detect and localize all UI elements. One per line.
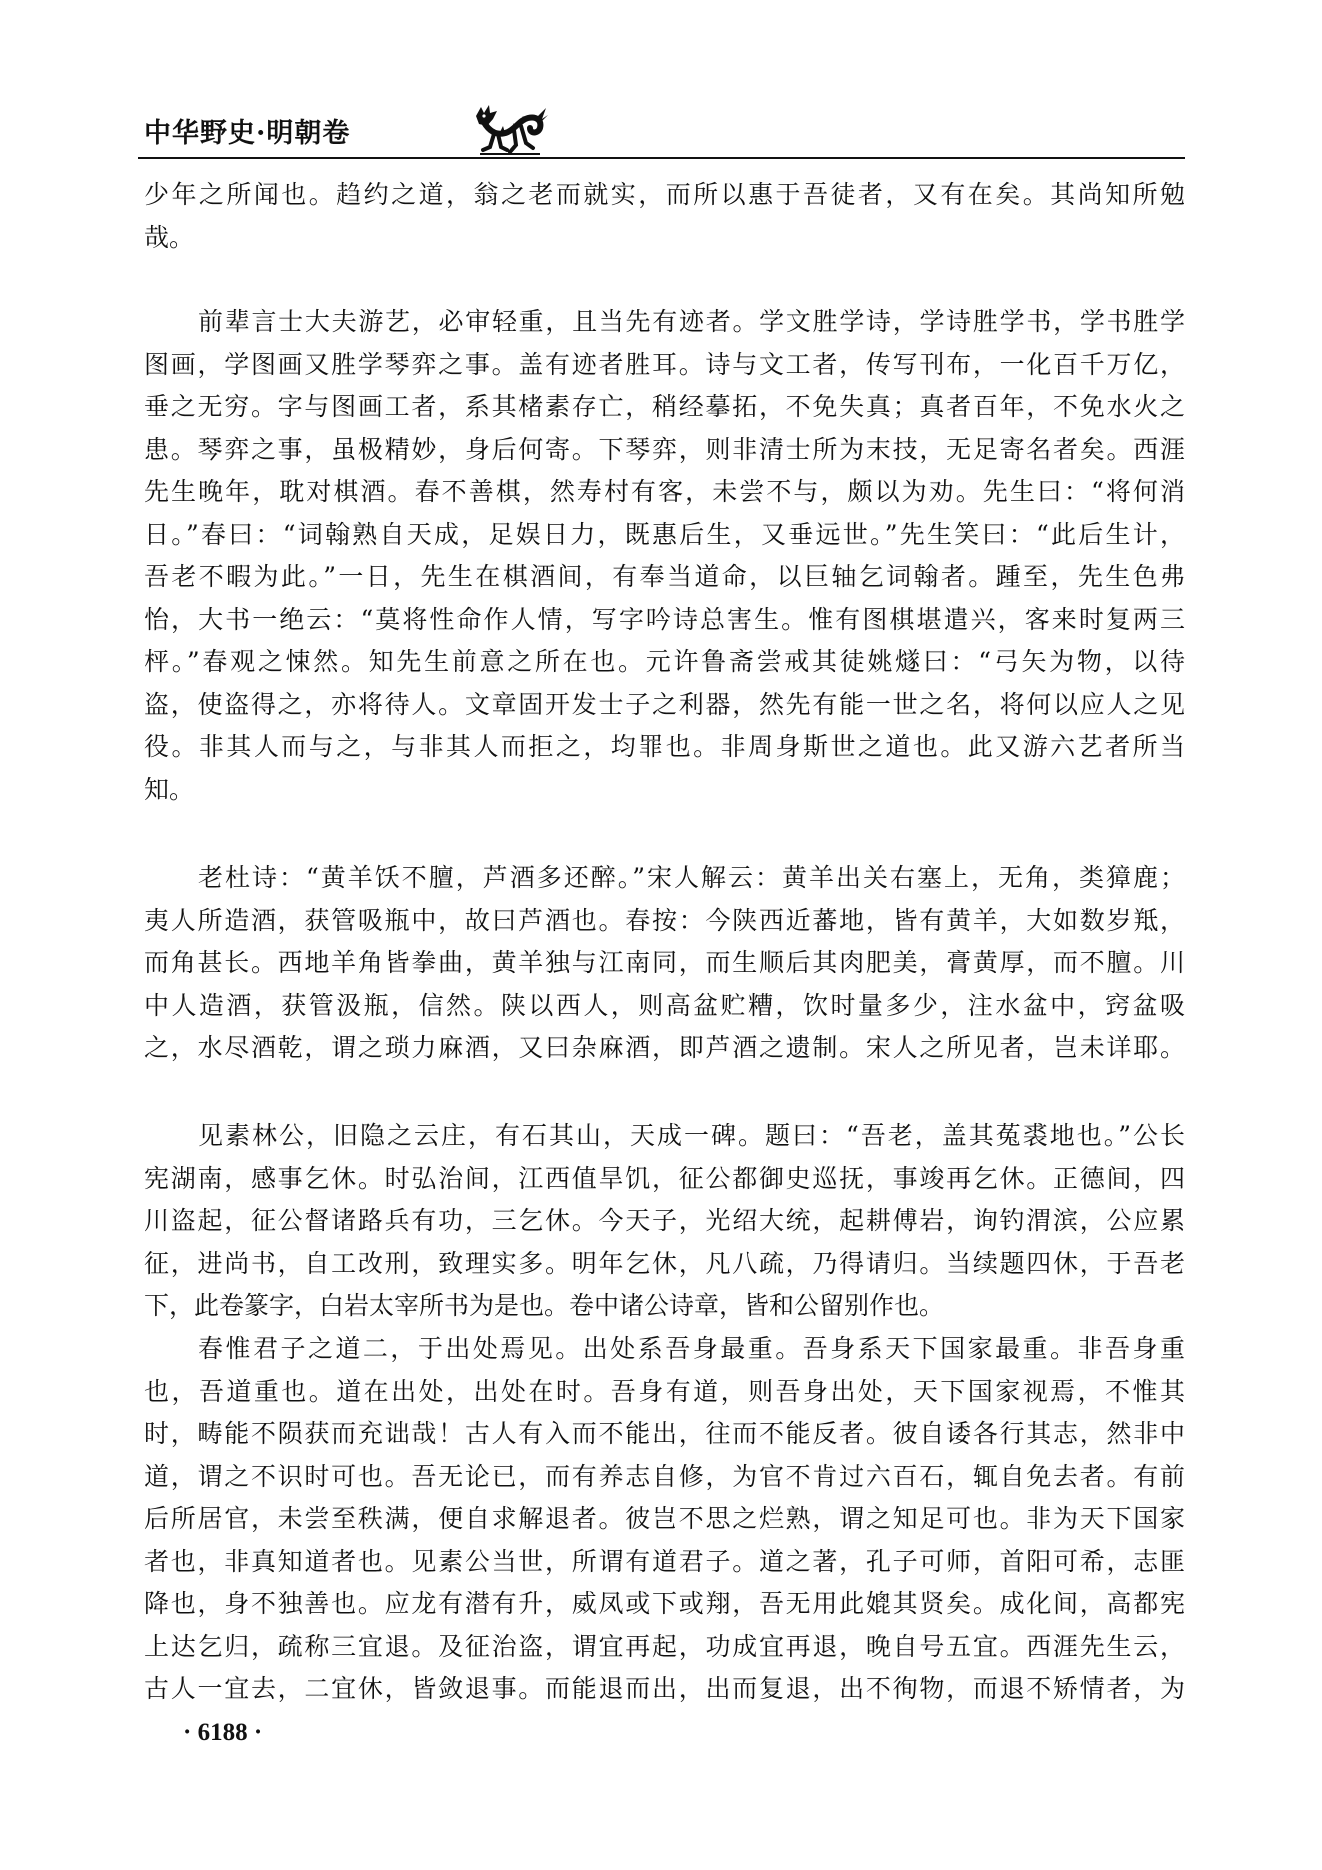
page-number: · 6188 · <box>183 1719 263 1746</box>
text-line: 者也，非真知道者也。见素公当世，所谓有道君子。道之著，孔子可师，首阳可希，志匪 <box>144 1546 1185 1576</box>
text-line: 川盗起，征公督诸路兵有功，三乞休。今天子，光绍大统，起耕傅岩，询钓渭滨，公应累 <box>144 1206 1185 1235</box>
dragon-emblem-icon <box>470 102 550 158</box>
text-line: 时，畴能不陨获而充诎哉！古人有入而不能出，往而不能反者。彼自诿各行其志，然非中 <box>144 1419 1185 1448</box>
text-line: 吾老不暇为此。”一日，先生在棋酒间，有奉当道命，以巨轴乞词翰者。踵至，先生色弗 <box>144 562 1185 591</box>
text-line: 先生晚年，耽对棋酒。春不善棋，然寿村有客，未尝不与，颇以为劝。先生曰：“将何消 <box>144 477 1185 506</box>
text-line: 古人一宜去，二宜休，皆敛退事。而能退而出，出而复退，出不徇物，而退不矫情者，为 <box>144 1674 1185 1703</box>
text-line: 前辈言士大夫游艺，必审轻重，且当先有迹者。学文胜学诗，学诗胜学书，学书胜学 <box>198 307 1185 336</box>
text-line: 中人造酒，获管汲瓶，信然。陕以西人，则高盆贮糟，饮时量多少，注水盆中，窍盆吸 <box>144 990 1185 1020</box>
text-line: 枰。”春观之悚然。知先生前意之所在也。元许鲁斋尝戒其徒姚燧曰：“弓矢为物，以待 <box>144 647 1185 676</box>
text-line: 道，谓之不识时可也。吾无论已，而有养志自修，为官不肯过六百石，辄自免去者。有前 <box>144 1461 1185 1491</box>
paragraph <box>144 857 1185 1070</box>
text-line: 征，进尚书，自工改刑，致理实多。明年乞休，凡八疏，乃得请归。当续题四休，于吾老 <box>144 1248 1185 1278</box>
text-line: 上达乞归，疏称三宜退。及征治盗，谓宜再起，功成宜再退，晚自号五宜。西涯先生云， <box>144 1631 1185 1661</box>
text-line: 见素林公，旧隐之云庄，有石其山，天成一碑。题曰：“吾老，盖其菟裘地也。”公长 <box>198 1121 1185 1150</box>
running-header-title: 中华野史·明朝卷 <box>144 118 351 149</box>
text-line: 图画，学图画又胜学琴弈之事。盖有迹者胜耳。诗与文工者，传写刊布，一化百千万亿， <box>144 349 1185 379</box>
text-line: 后所居官，未尝至秩满，便自求解退者。彼岂不思之烂熟，谓之知足可也。非为天下国家 <box>144 1504 1185 1533</box>
text-line: 哉。 <box>144 222 195 252</box>
text-line: 而角甚长。西地羊角皆拳曲，黄羊独与江南同，而生顺后其肉肥美，膏黄厚，而不膻。川 <box>144 948 1185 977</box>
paragraph <box>144 1328 1185 1711</box>
text-line: 知。 <box>144 774 195 804</box>
text-line: 夷人所造酒，获管吸瓶中，故曰芦酒也。春按：今陕西近蕃地，皆有黄羊，大如数岁羝， <box>144 905 1185 935</box>
text-line: 下，此卷篆字，白岩太宰所书为是也。卷中诸公诗章，皆和公留别作也。 <box>144 1291 945 1320</box>
text-line: 少年之所闻也。趋约之道，翁之老而就实，而所以惠于吾徒者，又有在矣。其尚知所勉 <box>144 180 1185 209</box>
text-line: 也，吾道重也。道在出处，出处在时。吾身有道，则吾身出处，天下国家视焉，不惟其 <box>144 1376 1185 1406</box>
text-line: 之，水尽酒乾，谓之琐力麻酒，又曰杂麻酒，即芦酒之遗制。宋人之所见者，岂未详耶。 <box>144 1033 1185 1062</box>
text-line: 役。非其人而与之，与非其人而拒之，均罪也。非周身斯世之道也。此又游六艺者所当 <box>144 732 1185 761</box>
text-line: 老杜诗：“黄羊饫不膻，芦酒多还醉。”宋人解云：黄羊出关右塞上，无角，类獐鹿； <box>198 863 1185 892</box>
text-line: 降也，身不独善也。应龙有潜有升，威凤或下或翔，吾无用此媲其贤矣。成化间，高都宪 <box>144 1589 1185 1618</box>
paragraph <box>144 174 1185 259</box>
paragraph <box>144 1115 1185 1328</box>
text-line: 日。”春曰：“词翰熟自天成，足娱日力，既惠后生，又垂远世。”先生笑曰：“此后生计， <box>144 519 1185 549</box>
text-line: 宪湖南，感事乞休。时弘治间，江西值旱饥，征公都御史巡抚，事竣再乞休。正德间，四 <box>144 1163 1185 1193</box>
text-line: 垂之无穷。字与图画工者，系其楮素存亡，稍经摹拓，不免失真；真者百年，不免水火之 <box>144 392 1185 421</box>
header-rule <box>138 157 1185 159</box>
text-line: 患。琴弈之事，虽极精妙，身后何寄。下琴弈，则非清士所为末技，无足寄名者矣。西涯 <box>144 434 1185 464</box>
text-line: 春惟君子之道二，于出处焉见。出处系吾身最重。吾身系天下国家最重。非吾身重 <box>198 1334 1185 1363</box>
text-line: 怡，大书一绝云：“莫将性命作人情，写字吟诗总害生。惟有图棋堪遣兴，客来时复两三 <box>144 604 1185 634</box>
paragraph <box>144 301 1185 811</box>
text-line: 盗，使盗得之，亦将待人。文章固开发士子之利器，然先有能一世之名，将何以应人之见 <box>144 689 1185 719</box>
